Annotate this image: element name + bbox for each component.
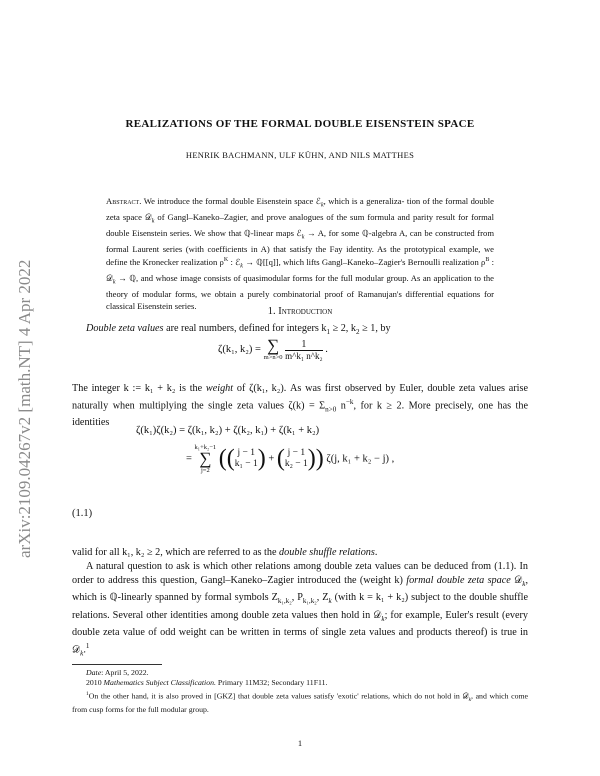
paper-authors: HENRIK BACHMANN, ULF KÜHN, AND NILS MATTHES xyxy=(185,150,415,160)
equation-shuffle-sum: = k₁+k₂−1 ∑ j=2 (( j − 1 k₁ − 1) + ( j − 1 k₂ − 1)) ζ(j, k₁ + k₂ − j) , xyxy=(186,444,395,474)
footnotes xyxy=(72,668,528,715)
arxiv-stamp xyxy=(2,180,42,560)
equation-product-line: ζ(k₁)ζ(k₂) = ζ(k₁, k₂) + ζ(k₂, k₁) + ζ(k₁ + k₂) xyxy=(136,425,320,436)
equation-double-zeta-definition: ζ(k₁, k₂) = ∑ m>n>0 $\frac{1}{\text{m\textasciicircum{}k₁ n\textasciicircum{}k₂}}$ . xyxy=(218,336,328,361)
intro-paragraph-2: The integer k := k₁ + k₂ is the weight of ζ(k₁, k₂). As was first observed by Euler, double zeta values arise naturally when multiplying the single zeta values $\zeta(k) = \Sigma_{n>0}$ $n^{-k}$, for k ≥ 2. More precisely, one has the identities xyxy=(72,383,528,429)
footnote-rule xyxy=(72,664,162,665)
section-heading xyxy=(60,306,540,317)
abstract-text: We introduce the formal double Eisenstein space ℰ$_k$, which is a generaliza- tion of the formal double zeta space 𝒟$_k$ of Gangl–Kaneko–Zagier, and prove analogues of the sum formula and parity result for formal double Eisenstein series. We show that ℚ-linear maps ℰ$_k$ → A, for some ℚ-algebra A, can be constructed from formal Laurent series (with coefficients in A) that satisfy the Fay identity. As the prototypical example, we define the Kronecker realization $\rho^K$ : ℰ$_k$ → ℚ[[q]], which lifts Gangl–Kaneko–Zagier's Bernoulli realization $\rho^B$ : 𝒟$_k$ → ℚ, and whose image consists of quasimodular forms for the full modular group. As an application to the theory of modular forms, we obtain a purely combinatorial proof of Ramanujan's differential equations for classical Eisenstein series. xyxy=(106,196,495,311)
abstract xyxy=(106,196,494,312)
page-number: 1 xyxy=(297,738,303,748)
intro-paragraph-4: A natural question to ask is which other relations among double zeta values can be deduced from (1.1). In order to address this question, Gangl–Kaneko–Zagier introduced the (weight k) formal double zeta space 𝒟$_k$, which is ℚ-linearly spanned by formal symbols $Z_{k_1,k_2}$, $P_{k_1,k_2}$, $Z_k$ (with k = k₁ + k₂) subject to the double shuffle relations. Several other identities among double zeta values then hold in 𝒟$_k$; for example, Euler's result (every double zeta value of odd weight can be written in terms of single zeta values and products thereof) is true in 𝒟$_k$.$^1$ xyxy=(72,561,529,658)
intro-paragraph-3: valid for all k₁, k₂ ≥ 2, which are referred to as the double shuffle relations. xyxy=(72,547,378,558)
section-title: Introduction xyxy=(278,306,333,317)
section-number: 1. xyxy=(267,306,276,317)
intro-paragraph-1: Double zeta values are real numbers, defined for integers $k_1 \ge 2$, $k_2 \ge 1$, by xyxy=(86,323,391,337)
abstract-heading: Abstract. xyxy=(106,196,142,206)
equation-label: (1.1) xyxy=(72,508,93,519)
footnote-msc: 2010 Mathematics Subject Classification. Primary 11M32; Secondary 11F11. xyxy=(86,678,328,688)
arxiv-stamp-text: arXiv:2109.04267v2 [math.NT] 4 Apr 2022 xyxy=(15,259,34,558)
paper-title: REALIZATIONS OF THE FORMAL DOUBLE EISENSTEIN SPACE xyxy=(125,118,475,130)
footnote-1: $^1$On the other hand, it is also proved in [GKZ] that double zeta values satisfy 'exotic' relations, which do not hold in 𝒟$_k$, and which come from cusp forms for the full modular group. xyxy=(72,690,528,715)
footnote-date: Date: April 5, 2022. xyxy=(86,668,149,677)
